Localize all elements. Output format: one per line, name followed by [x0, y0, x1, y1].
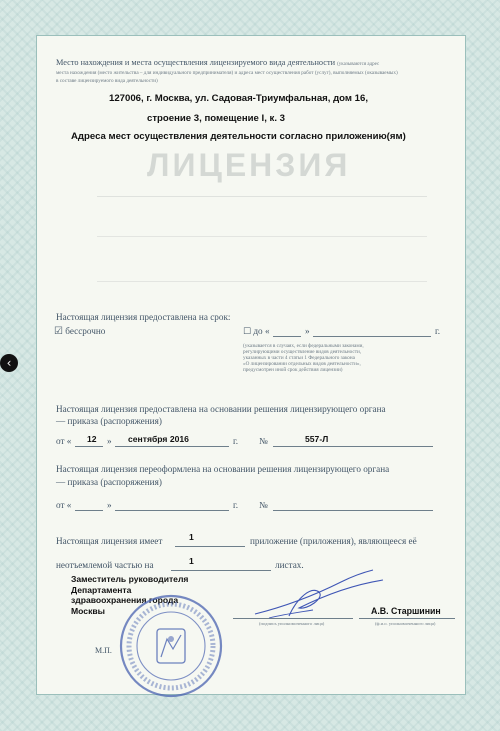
term-date-field[interactable]: [313, 336, 431, 337]
term-note-line: (указывается в случаях, если федеральными законами,: [243, 343, 364, 349]
basis-month-year: сентября 2016: [128, 434, 189, 444]
term-note: [243, 343, 373, 373]
reissue-number-field: [273, 510, 433, 511]
address-line-3: Адреса мест осуществления деятельности согласно приложению(ям): [71, 131, 406, 142]
reissue-number-prefix: №: [259, 500, 268, 510]
basis-year-suffix: г.: [233, 436, 239, 446]
term-until-mid: »: [305, 326, 310, 336]
basis-date-field: [115, 446, 229, 447]
basis-from-prefix: от «: [56, 436, 72, 446]
basis-day-field: [75, 446, 103, 447]
position-line: здравоохранения города: [71, 595, 179, 606]
checkbox-checked-icon[interactable]: ☑: [54, 326, 63, 337]
reissue-year-suffix: г.: [233, 500, 239, 510]
address-heading-text: Место нахождения и места осуществления лицензируемого вида деятельности: [56, 58, 336, 67]
official-stamp: [111, 593, 231, 699]
checkbox-empty-icon[interactable]: ☐: [243, 327, 252, 337]
signature-caption: (подпись уполномоченного лица): [259, 621, 325, 626]
appendix-count-1: 1: [189, 532, 194, 542]
basis-number-prefix: №: [259, 436, 268, 446]
term-note-line: регулирующими осуществление видов деятельности,: [243, 349, 362, 355]
appendix-text-1: Настоящая лицензия имеет: [56, 536, 163, 546]
document-body: [36, 35, 466, 695]
reissue-date-field: [115, 510, 229, 511]
bleed-line: [97, 196, 427, 197]
name-caption: (ф.и.о. уполномоченного лица): [375, 621, 436, 626]
reissue-heading-2: — приказа (распоряжения): [56, 477, 162, 487]
reissue-heading-1: Настоящая лицензия переоформлена на основании решения лицензирующего органа: [56, 464, 390, 474]
term-note-line: указанных в части 4 статьи 1 Федерального закона: [243, 355, 355, 361]
reissue-day-field: [75, 510, 103, 511]
basis-heading-2: — приказа (распоряжения): [56, 416, 162, 426]
address-heading: [56, 58, 379, 68]
appendix-text-2: приложение (приложения), являющееся её: [250, 536, 417, 546]
address-line-2: строение 3, помещение I, к. 3: [147, 113, 285, 124]
reissue-from-prefix: от «: [56, 500, 72, 510]
basis-heading-1: Настоящая лицензия предоставлена на основании решения лицензирующего органа: [56, 404, 386, 414]
term-option-until[interactable]: [243, 326, 270, 337]
address-fine-print-1: места нахождения (место жительства – для индивидуального предпринимателя) и адреса мест осуществления работ (услуг), выполняемых (оказываемых): [56, 70, 398, 76]
term-heading: Настоящая лицензия предоставлена на срок:: [56, 312, 231, 322]
reissue-quote-close: »: [107, 500, 112, 510]
position-line: Москвы: [71, 605, 105, 616]
basis-number-field: [273, 446, 433, 447]
term-note-line: предусмотрен иной срок действия лицензии): [243, 367, 343, 373]
address-heading-note: (указываются адрес: [337, 62, 380, 67]
term-day-field[interactable]: [273, 336, 301, 337]
basis-quote-close: »: [107, 436, 112, 446]
signatory-name: А.В. Старшинин: [371, 606, 441, 616]
term-unlimited-label: бессрочно: [65, 326, 106, 336]
bleed-line: [97, 236, 427, 237]
address-fine-print-2: в составе лицензируемого вида деятельности): [56, 78, 158, 84]
watermark: ЛИЦЕНЗИЯ: [147, 147, 351, 183]
basis-number: 557-Л: [305, 434, 329, 444]
appendix-text-3: неотъемлемой частью на: [56, 560, 154, 570]
term-note-line: «О лицензировании отдельных видов деятельности»,: [243, 361, 361, 367]
address-line-1: 127006, г. Москва, ул. Садовая-Триумфальная, дом 16,: [109, 93, 369, 104]
stamp-place-label: М.П.: [95, 646, 112, 655]
position-line: Заместитель руководителя: [71, 574, 189, 584]
appendix-count-field-1: [175, 546, 245, 547]
position-line: Департамента: [71, 584, 132, 595]
term-until-prefix: до «: [253, 326, 270, 336]
term-until-suffix: г.: [435, 326, 441, 336]
appendix-text-4: листах.: [275, 560, 304, 570]
bleed-line: [97, 281, 427, 282]
chevron-left-icon[interactable]: ‹: [0, 354, 18, 372]
basis-day: 12: [87, 434, 97, 444]
term-option-unlimited[interactable]: [54, 326, 105, 337]
appendix-count-2: 1: [189, 556, 194, 566]
handwritten-signature: [249, 564, 389, 622]
